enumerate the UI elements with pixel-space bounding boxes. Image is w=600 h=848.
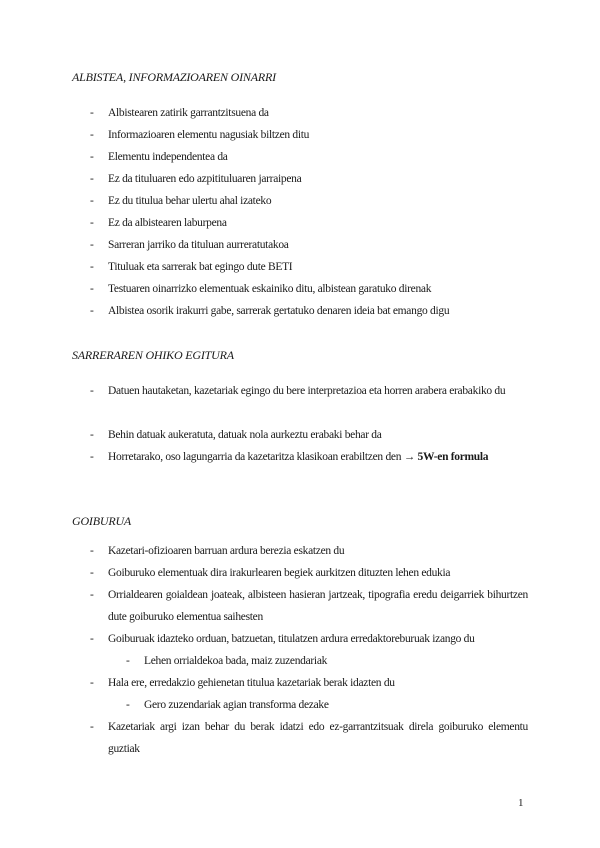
bullet-dash: -	[90, 173, 94, 185]
list-item	[0, 628, 600, 650]
bullet-dash: -	[90, 261, 94, 273]
section-list-sarrera	[0, 380, 600, 490]
bullet-dash: -	[126, 699, 130, 711]
list-item-text: Ez da tituluaren edo azpitituluaren jarraipena	[108, 173, 302, 185]
sub-list-item-text: Lehen orrialdekoa bada, maiz zuzendariak	[144, 655, 328, 667]
sub-list-item	[0, 650, 600, 672]
section-list-albistea	[0, 102, 600, 322]
bullet-dash: -	[90, 451, 94, 463]
formula-intro-text: Horretarako, oso lagungarria da kazetaritza klasikoan erabiltzen den	[108, 451, 402, 463]
list-item-text: Goiburuko elementuak dira irakurlearen begiek aurkitzen dituzten lehen edukia	[108, 567, 451, 579]
bullet-dash: -	[90, 195, 94, 207]
list-item-text: Behin datuak aukeratuta, datuak nola aurkeztu erabaki behar da	[108, 429, 382, 441]
list-item	[0, 124, 600, 146]
list-item-text: Orrialdearen goialdean joateak, albisteen hasieran jartzeak, tipografia eredu deigarriek bihurtzen dute goiburuko elementua saihesten	[108, 589, 528, 623]
list-item-text: Testuaren oinarrizko elementuak eskainiko ditu, albistean garatuko direnak	[108, 283, 432, 295]
list-item	[0, 380, 600, 424]
list-item-text: Hala ere, erredakzio gehienetan titulua kazetariak berak idazten du	[108, 677, 395, 689]
list-item	[0, 234, 600, 256]
list-item-text: Kazetariak argi izan behar du berak idatzi edo ez-garrantzitsuak direla goiburuko elementu guztiak	[108, 721, 528, 755]
list-item	[0, 672, 600, 694]
bullet-dash: -	[90, 429, 94, 441]
list-item	[0, 540, 600, 562]
bullet-dash: -	[90, 589, 94, 601]
list-item-text: Ez du titulua behar ulertu ahal izateko	[108, 195, 272, 207]
list-item	[0, 190, 600, 212]
sub-list-item	[0, 694, 600, 716]
list-item-text: Goiburuak idazteko orduan, batzuetan, titulatzen ardura erredaktoreburuak izango du	[108, 633, 475, 645]
list-item	[0, 256, 600, 278]
list-item-text: Ez da albistearen laburpena	[108, 217, 227, 229]
bullet-dash: -	[90, 385, 94, 397]
bullet-dash: -	[90, 677, 94, 689]
list-item	[0, 278, 600, 300]
bullet-dash: -	[90, 283, 94, 295]
list-item	[0, 168, 600, 190]
bullet-dash: -	[90, 239, 94, 251]
list-item-text: Kazetari-ofizioaren barruan ardura berezia eskatzen du	[108, 545, 345, 557]
bullet-dash: -	[90, 151, 94, 163]
bullet-dash: -	[90, 129, 94, 141]
list-item	[0, 212, 600, 234]
bullet-dash: -	[90, 721, 94, 733]
bullet-dash: -	[90, 545, 94, 557]
list-item-text: Tituluak eta sarrerak bat egingo dute BETI	[108, 261, 293, 273]
bullet-dash: -	[90, 217, 94, 229]
list-item	[0, 102, 600, 124]
list-item-text: Datuen hautaketan, kazetariak egingo du bere interpretazioa eta horren arabera erabakiko du	[108, 385, 506, 397]
page-number: 1	[518, 797, 524, 809]
list-item	[0, 446, 600, 490]
list-item	[0, 716, 600, 760]
sub-list-item-text: Gero zuzendariak agian transforma dezake	[144, 699, 329, 711]
list-item	[0, 146, 600, 168]
list-item-text: Elementu independentea da	[108, 151, 228, 163]
list-item	[0, 562, 600, 584]
list-item	[0, 424, 600, 446]
list-item-text: Sarreran jarriko da tituluan aurreratutakoa	[108, 239, 289, 251]
list-item-text: Informazioaren elementu nagusiak biltzen ditu	[108, 129, 310, 141]
list-item-text: Albistearen zatirik garrantzitsuena da	[108, 107, 269, 119]
bullet-dash: -	[126, 655, 130, 667]
bullet-dash: -	[90, 567, 94, 579]
section-list-goiburua	[0, 540, 600, 760]
bullet-dash: -	[90, 107, 94, 119]
section-heading-goiburua: GOIBURUA	[72, 514, 132, 528]
bullet-dash: -	[90, 305, 94, 317]
list-item	[0, 584, 600, 628]
section-heading-albistea: ALBISTEA, INFORMAZIOAREN OINARRI	[72, 70, 276, 84]
list-item	[0, 300, 600, 322]
list-item-text	[108, 446, 528, 468]
arrow-icon: →	[403, 451, 415, 463]
list-item-text: Albistea osorik irakurri gabe, sarrerak gertatuko denaren ideia bat emango digu	[108, 305, 450, 317]
formula-bold-text: 5W-en formula	[417, 451, 489, 463]
section-heading-sarrera: SARRERAREN OHIKO EGITURA	[72, 348, 234, 362]
bullet-dash: -	[90, 633, 94, 645]
